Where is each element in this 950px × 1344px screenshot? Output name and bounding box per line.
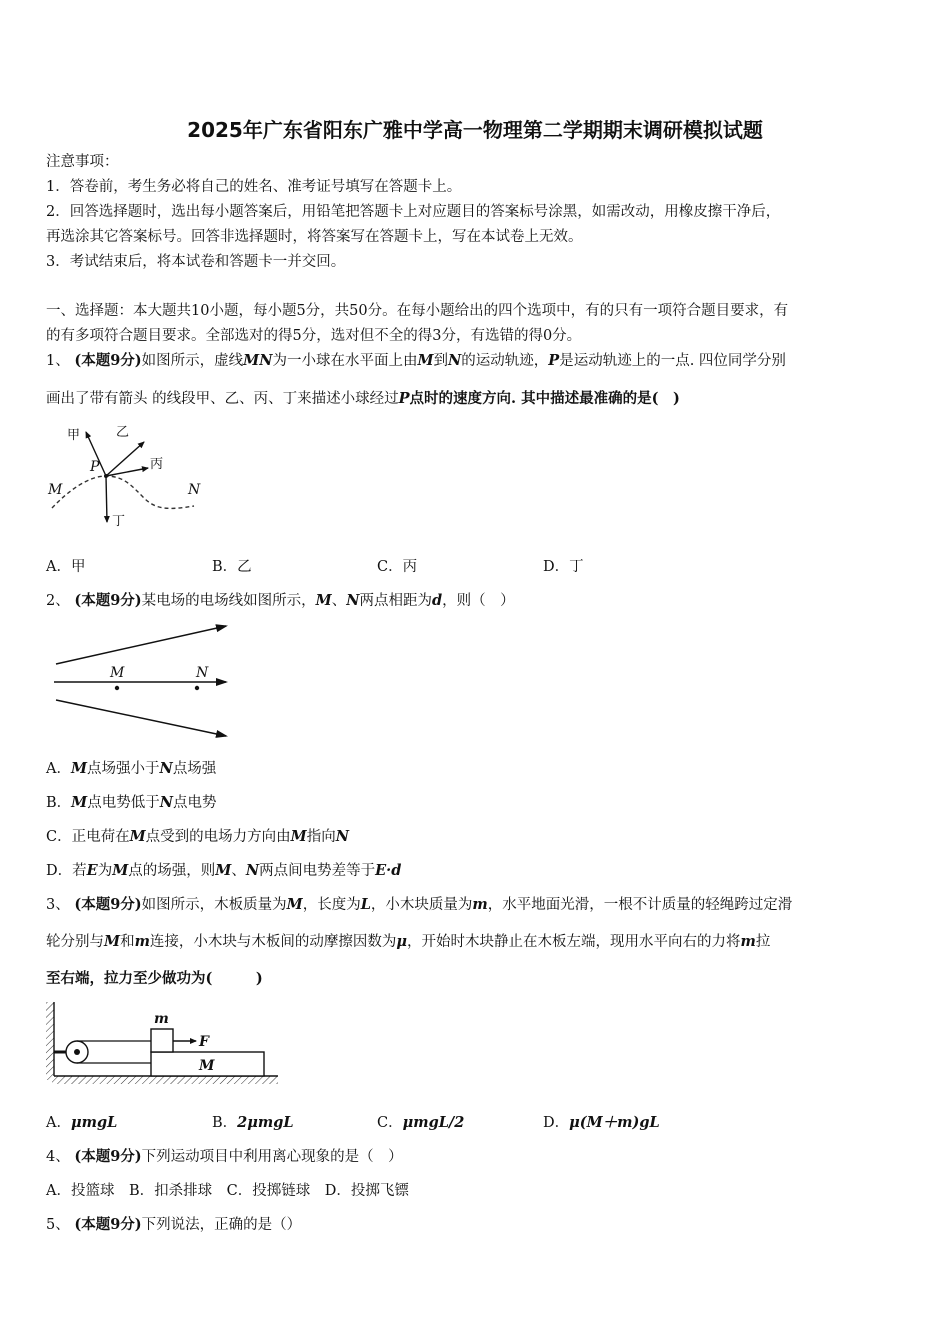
q1-var: P <box>398 390 410 407</box>
page-title: 2025年广东省阳东广雅中学高一物理第二学期期末调研模拟试题 <box>187 118 763 142</box>
q2-option-b <box>46 793 216 813</box>
q2-option-label: D．若 <box>46 863 87 879</box>
q3-var: L <box>360 896 371 913</box>
q1-number: 1、 <box>46 353 70 369</box>
q2-label-m: M <box>110 665 125 681</box>
q1-arrow-bing <box>106 468 148 476</box>
q2-var: M <box>71 794 88 811</box>
q2-text: 点场强 <box>172 761 217 777</box>
q1-text: 的运动轨迹， <box>461 353 549 369</box>
q3-label-f: F <box>199 1034 209 1050</box>
q4-options: A．投篮球 B．扣杀排球 C．投掷链球 D．投掷飞镖 <box>46 1183 409 1199</box>
q2-text: 两点相距为 <box>359 593 432 609</box>
q5-text: 下列说法，正确的是（） <box>141 1217 302 1233</box>
q1-arrow-yi <box>106 442 144 476</box>
q1-option-b: B．乙 <box>212 559 252 575</box>
q2-option-d <box>46 861 401 881</box>
q2-text: 指向 <box>306 829 336 845</box>
q1-point-p <box>104 474 108 478</box>
q2-text: 为 <box>97 863 113 879</box>
q3-pulley-hub <box>74 1049 80 1055</box>
q3-text: 轮分别与 <box>46 934 104 950</box>
q1-label-ding: 丁 <box>112 514 126 529</box>
q3-option-d <box>543 1113 660 1133</box>
q3-text: 拉 <box>755 934 771 950</box>
q3-var: μ <box>396 933 408 950</box>
q2-text: 点电势 <box>172 795 217 811</box>
q1-option-d: D．丁 <box>543 559 584 575</box>
q2-point-m <box>115 686 119 690</box>
section-line-1: 一、选择题：本大题共10小题，每小题5分，共50分。在每小题给出的四个选项中，有的只有一项符合题目要求，有 <box>46 303 789 319</box>
q2-text: 、 <box>331 593 347 609</box>
q3-option-label: D． <box>543 1115 570 1131</box>
q3-text: ，长度为 <box>302 897 361 913</box>
section-line-2: 的有多项符合题目要求。全部选对的得5分，选对但不全的得3分，有选错的得0分。 <box>46 328 582 344</box>
q1-label-p: P <box>90 459 100 475</box>
q1-var: M <box>417 352 434 369</box>
q1-var: P <box>548 352 560 369</box>
q1-label-n: N <box>188 482 201 498</box>
q2-var: M <box>129 828 146 845</box>
q1-label-jia: 甲 <box>67 428 81 443</box>
q2-text: 点电势低于 <box>87 795 160 811</box>
q1-figure <box>44 418 224 533</box>
q2-text: 点场强小于 <box>87 761 160 777</box>
q2-var: E·d <box>375 862 402 879</box>
q2-text: 点受到的电场力方向由 <box>145 829 291 845</box>
q1-label-yi: 乙 <box>116 425 130 440</box>
q2-text: 点的场强，则 <box>128 863 216 879</box>
q1-label-bing: 丙 <box>150 457 164 472</box>
q3-wall <box>46 1002 54 1080</box>
q3-stem-line-3 <box>46 969 263 989</box>
q3-option-b <box>212 1113 294 1133</box>
q1-arrow-ding <box>106 476 107 522</box>
q1-option-c: C．丙 <box>377 559 418 575</box>
q2-text: 某电场的电场线如图所示， <box>141 593 316 609</box>
q2-var: N <box>346 592 360 609</box>
q2-figure <box>46 620 231 740</box>
q5-score: (本题9分) <box>74 1216 142 1233</box>
q3-var: m <box>134 933 150 950</box>
q1-text: 点时的速度方向. 其中描述最准确的是( ) <box>409 390 680 407</box>
q2-option-label: C．正电荷在 <box>46 829 130 845</box>
notice-item-1: 1．答卷前，考生务必将自己的姓名、准考证号填写在答题卡上。 <box>46 179 462 195</box>
q3-label-m: m <box>154 1011 169 1027</box>
q3-score: (本题9分) <box>74 896 142 913</box>
notice-item-2b: 再选涂其它答案标号。回答非选择题时，将答案写在答题卡上，写在本试卷上无效。 <box>46 229 583 245</box>
q3-text: 至右端，拉力至少做功为( ) <box>46 970 263 987</box>
notice-heading: 注意事项： <box>46 154 119 170</box>
q2-var: M <box>215 862 232 879</box>
q4-text: 下列运动项目中利用离心现象的是（ ） <box>141 1149 403 1165</box>
q4-score: (本题9分) <box>74 1148 142 1165</box>
q1-text: 是运动轨迹上的一点. 四位同学分别 <box>559 353 786 369</box>
q3-option-label: C． <box>377 1115 403 1131</box>
q2-var: N <box>159 794 173 811</box>
q3-var: M <box>286 896 303 913</box>
q3-text: 连接，小木块与木板间的动摩擦因数为 <box>149 934 397 950</box>
q5-stem <box>46 1215 301 1235</box>
q1-option-a: A．甲 <box>46 559 86 575</box>
q2-score: (本题9分) <box>74 592 142 609</box>
q2-var: N <box>245 862 260 879</box>
q1-stem-line-2 <box>46 389 680 409</box>
q3-ground <box>52 1076 278 1084</box>
q1-trajectory-curve <box>52 476 194 508</box>
q2-option-c <box>46 827 349 847</box>
q2-var: d <box>431 592 443 609</box>
q1-var: MN <box>243 352 273 369</box>
q3-option-a <box>46 1113 117 1133</box>
q3-option-label: B． <box>212 1115 238 1131</box>
q3-option-value: μmgL <box>70 1114 118 1131</box>
q2-point-n <box>195 686 199 690</box>
q2-number: 2、 <box>46 593 70 609</box>
q2-option-a <box>46 759 216 779</box>
q3-text: ，小木块质量为 <box>370 897 473 913</box>
q3-figure <box>44 998 284 1090</box>
q4-stem <box>46 1147 403 1167</box>
q3-label-board-m: M <box>199 1058 215 1074</box>
q1-stem-line-1 <box>46 351 786 371</box>
q2-label-n: N <box>196 665 209 681</box>
q2-option-label: B． <box>46 795 72 811</box>
notice-item-3: 3．考试结束后，将本试卷和答题卡一并交回。 <box>46 254 346 270</box>
q1-text: 为一小球在水平面上由 <box>272 353 418 369</box>
q1-text: 如图所示，虚线 <box>141 353 244 369</box>
q3-option-value: μ(M＋m)gL <box>569 1114 660 1131</box>
q3-stem-line-1 <box>46 895 792 915</box>
q3-var: M <box>104 933 121 950</box>
q3-option-c <box>377 1113 464 1133</box>
q4-number: 4、 <box>46 1149 70 1165</box>
q3-text: 和 <box>120 934 135 950</box>
q1-text: 画出了带有箭头 的线段甲、乙、丙、丁来描述小球经过 <box>46 391 399 407</box>
q1-score: (本题9分) <box>74 352 142 369</box>
q3-var: m <box>740 933 756 950</box>
q5-number: 5、 <box>46 1217 70 1233</box>
q2-text: ，则（ ） <box>442 593 515 609</box>
q2-var: M <box>70 760 88 777</box>
q3-number: 3、 <box>46 897 70 913</box>
q3-var: m <box>472 896 488 913</box>
q2-option-label: A． <box>46 761 71 777</box>
q2-var: N <box>159 760 173 777</box>
q3-text: ，开始时木块静止在木板左端，现用水平向右的力将 <box>407 934 741 950</box>
q2-var: E <box>86 862 98 879</box>
q3-option-label: A． <box>46 1115 71 1131</box>
q3-text: ，水平地面光滑，一根不计质量的轻绳跨过定滑 <box>487 897 793 913</box>
notice-item-2a: 2．回答选择题时，选出每小题答案后，用铅笔把答题卡上对应题目的答案标号涂黑，如需改动，用橡皮擦干净后， <box>46 204 781 220</box>
q2-text: 两点间电势差等于 <box>259 863 376 879</box>
q2-text: 、 <box>231 863 246 879</box>
q2-var: N <box>335 828 349 845</box>
q3-stem-line-2 <box>46 932 770 952</box>
q1-label-m: M <box>48 482 63 498</box>
q2-var: M <box>315 592 332 609</box>
q3-option-value: 2μmgL <box>237 1114 294 1131</box>
q3-block <box>151 1029 173 1052</box>
q2-field-line-top <box>56 626 226 664</box>
q3-option-value: μmgL/2 <box>402 1114 465 1131</box>
q2-var: M <box>290 828 307 845</box>
q2-field-line-bottom <box>56 700 226 736</box>
q3-text: 如图所示，木板质量为 <box>141 897 287 913</box>
q1-text: 到 <box>433 353 449 369</box>
q2-stem <box>46 591 515 611</box>
q1-var: N <box>448 352 462 369</box>
q2-var: M <box>112 862 129 879</box>
